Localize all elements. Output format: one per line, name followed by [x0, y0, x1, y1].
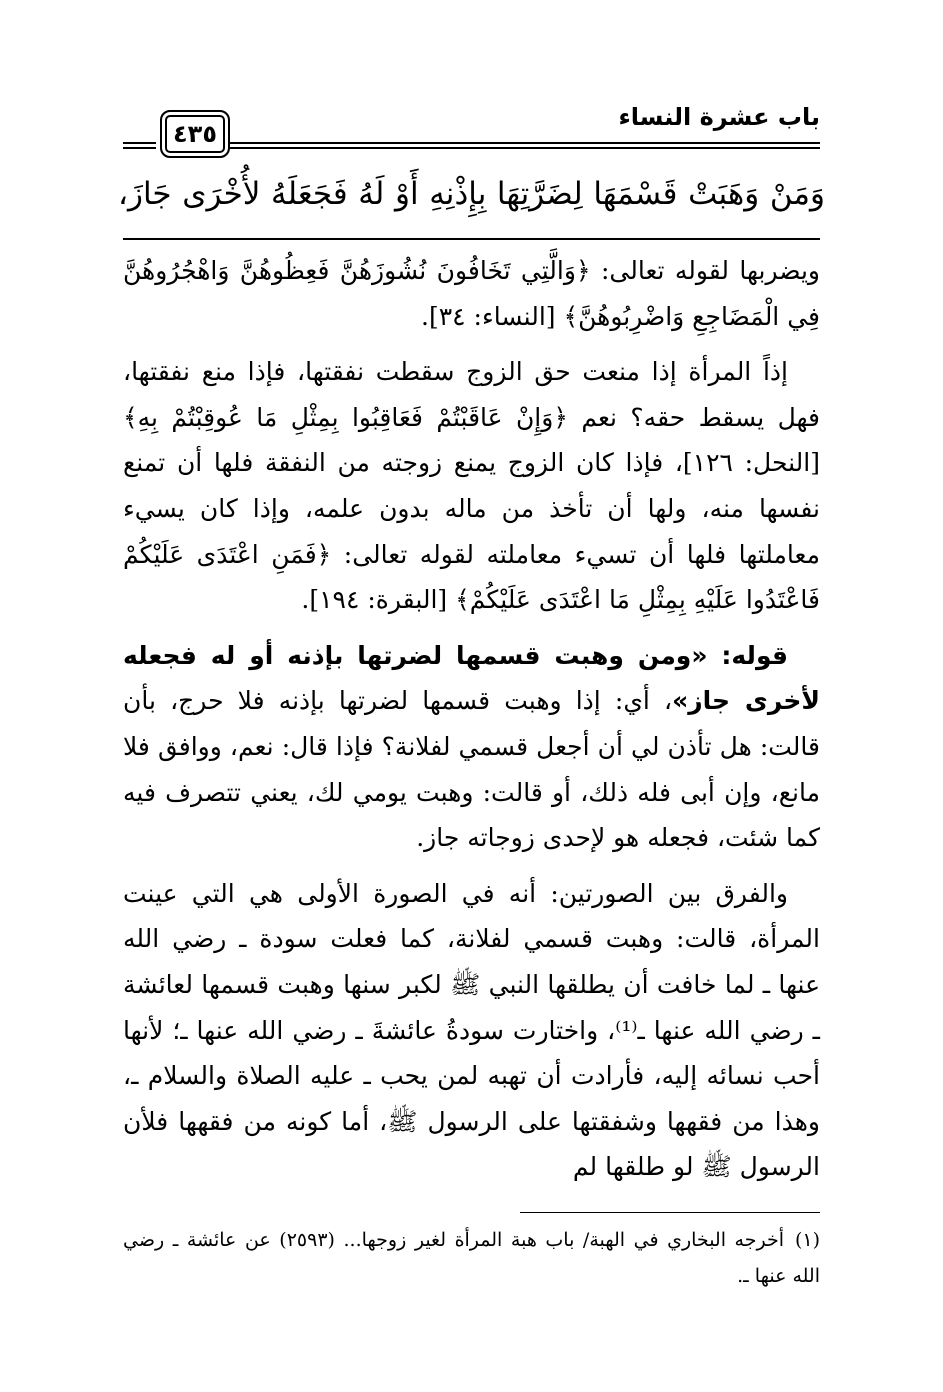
matn-separator [123, 238, 820, 240]
paragraph: والفرق بين الصورتين: أنه في الصورة الأولى هي التي عينت المرأة، قالت: وهبت قسمي لفلانة، كما فعلت سودة ـ رضي الله عنها ـ لما خافت أن يطلقها النبي ﷺ لكبر سنها وهبت قسمها لعائشة ـ رضي الله عنها ـ⁽¹⁾، واختارت سودةُ عائشةَ ـ رضي الله عنها ـ؛ لأنها أحب نسائه إليه، فأرادت أن تهبه لمن يحب ـ عليه الصلاة والسلام ـ، وهذا من فقهها وشفقتها على الرسول ﷺ، أما كونه من فقهها فلأن الرسول ﷺ لو طلقها لم [123, 878, 821, 1182]
paragraph: إذاً المرأة إذا منعت حق الزوج سقطت نفقتها، فإذا منع نفقتها، فهل يسقط حقه؟ نعم ﴿وَإِنْ عَاقَبْتُمْ فَعَاقِبُوا بِمِثْلِ مَا عُوقِبْتُمْ بِهِ﴾ [النحل: ١٢٦]، فإذا كان الزوج يمنع زوجته من النفقة فلها أن تمنع نفسها منه، ولها أن تأخذ من ماله بدون علمه، وإذا كان يسيء معاملتها فلها أن تسيء معاملته لقوله تعالى: ﴿فَمَنِ اعْتَدَى عَلَيْكُمْ فَاعْتَدُوا عَلَيْهِ بِمِثْلِ مَا اعْتَدَى عَلَيْكُمْ﴾ [البقرة: ١٩٤]. [123, 357, 821, 615]
footnote-separator [520, 1212, 820, 1213]
footnote-text: أخرجه البخاري في الهبة/ باب هبة المرأة لغير زوجها... (٢٥٩٣) عن عائشة ـ رضي الله عنها ـ. [123, 1229, 820, 1287]
header-rule-left [123, 142, 156, 144]
matn-text: وَمَنْ وَهَبَتْ قَسْمَهَا لِضَرَّتِهَا بِإِذْنِهِ أَوْ لَهُ فَجَعَلَهُ لأُخْرَى جَازَ، [118, 176, 825, 212]
running-header-title: باب عشرة النساء [618, 103, 820, 131]
page-number: ٤٣٥ [160, 110, 230, 158]
footnote [123, 1222, 820, 1294]
paragraph-lead: قوله: «ومن وهبت قسمها لضرتها بإذنه أو له فجعله لأخرى جاز» [123, 640, 821, 716]
footnote-marker: (١) [794, 1229, 821, 1251]
paragraph-text: ، أي: إذا وهبت قسمها لضرتها بإذنه فلا حرج، بأن قالت: هل تأذن لي أن أجعل قسمي لفلانة؟ فإذا قال: نعم، ووافق فلا مانع، وإن أبى فله ذلك، أو قالت: وهبت يومي لك، يعني تتصرف فيه كما شئت، فجعله هو لإحدى زوجاته جاز. [123, 686, 820, 853]
header-rule-right [230, 142, 820, 144]
commentary-body [123, 248, 820, 1200]
paragraph [123, 633, 820, 861]
paragraph: ويضربها لقوله تعالى: ﴿وَالَّتِي تَخَافُونَ نُشُوزَهُنَّ فَعِظُوهُنَّ وَاهْجُرُوهُنَّ فِي الْمَضَاجِعِ وَاضْرِبُوهُنَّ﴾ [النساء: ٣٤]. [123, 256, 820, 331]
